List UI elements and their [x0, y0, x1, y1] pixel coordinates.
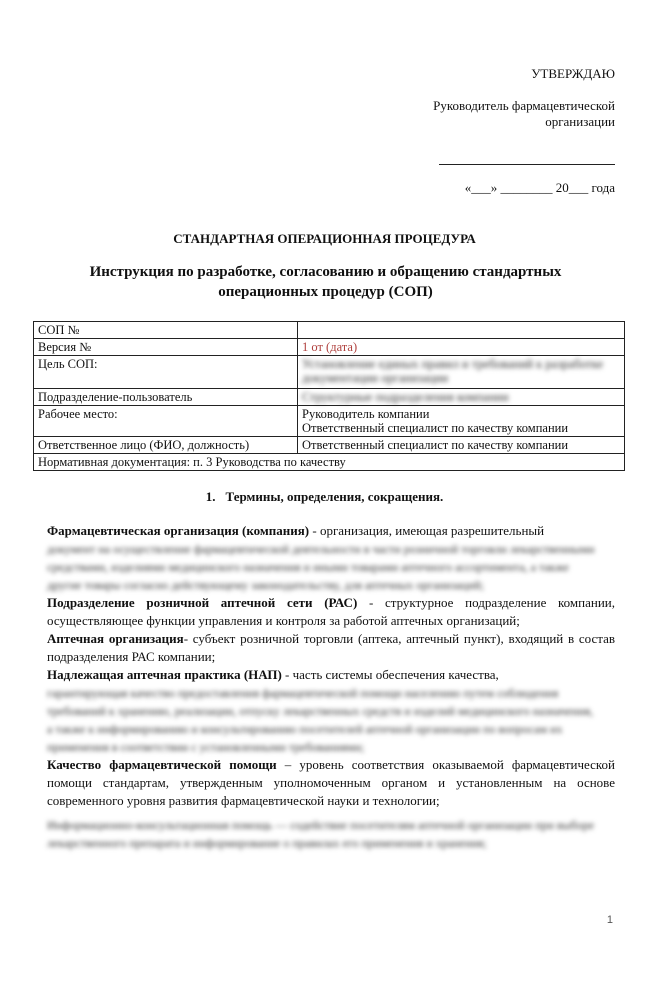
- table-row: [34, 389, 625, 406]
- goal-value: Установление единых правил и требований к разработке документации организации: [302, 357, 604, 385]
- unit-value-cell: [298, 389, 625, 406]
- blurred-line: Информационно-консультационная помощь — содействие посетителям аптечной организации при выборе: [47, 818, 595, 832]
- sop-number-label: СОП №: [34, 322, 298, 339]
- term-definition: - часть системы обеспечения качества,: [281, 667, 499, 682]
- term-name: Качество фармацевтической помощи: [47, 757, 277, 772]
- table-row: [34, 339, 625, 356]
- term-definition: - организация, имеющая разрешительный: [309, 523, 545, 538]
- approval-title: УТВЕРЖДАЮ: [531, 66, 615, 81]
- term-name: Аптечная организация: [47, 631, 184, 646]
- table-row: [34, 406, 625, 437]
- blurred-line: гарантирующая качество предоставления фармацевтической помощи населению путем соблюдения: [47, 686, 559, 700]
- responsible-label: Ответственное лицо (ФИО, должность): [34, 437, 298, 454]
- table-row: [34, 437, 625, 454]
- unit-value: Структурные подразделения компании: [302, 390, 509, 404]
- document-title: Инструкция по разработке, согласованию и обращению стандартных операционных процедур (СОП): [89, 264, 562, 300]
- version-value: 1 от (дата): [298, 339, 625, 356]
- blurred-line: другие товары согласно действующему законодательству, для аптечных организаций;: [47, 578, 484, 592]
- blurred-line: лекарственного препарата и информирование о правилах его применения и хранения;: [47, 836, 487, 850]
- approval-date-line: «___» ________ 20___ года: [464, 180, 615, 195]
- section-heading: [0, 489, 649, 505]
- normative-docs: Нормативная документация: п. 3 Руководства по качеству: [34, 454, 625, 471]
- document-type-heading: СТАНДАРТНАЯ ОПЕРАЦИОННАЯ ПРОЦЕДУРА: [173, 231, 476, 246]
- goal-value-cell: [298, 356, 625, 389]
- goal-label: Цель СОП:: [34, 356, 298, 389]
- term-entry: [47, 594, 615, 630]
- sop-number-value: [298, 322, 625, 339]
- approval-role: Руководитель фармацевтической организации: [433, 98, 615, 129]
- term-definition: – уровень соответствия оказываемой фармацевтической помощи стандартам, утвержденным уполномоченным органом и установленным на основе современного уровня развития фармацевтической науки и технологии;: [47, 757, 615, 808]
- workplace-value: [298, 406, 625, 437]
- blurred-line: требований к хранению, реализации, отпуску лекарственных средств и изделий медицинского назначения,: [47, 704, 594, 718]
- term-name: Надлежащая аптечная практика (НАП): [47, 667, 282, 682]
- signature-line: [439, 150, 615, 165]
- blurred-line: применения в соответствии с установленными требованиями;: [47, 740, 365, 754]
- terms-list: [47, 522, 615, 852]
- term-name: Подразделение розничной аптечной сети (РАС): [47, 595, 358, 610]
- term-entry: [47, 522, 615, 594]
- section-number: 1.: [205, 489, 216, 504]
- workplace-label: Рабочее место:: [34, 406, 298, 437]
- workplace-value-2: Ответственный специалист по качеству компании: [302, 421, 569, 435]
- table-row: [34, 356, 625, 389]
- term-entry: [47, 756, 615, 852]
- term-name: Фармацевтическая организация (компания): [47, 523, 310, 538]
- term-definition: - субъект розничной торговли (аптека, аптечный пункт), входящий в состав подразделения РАС компании;: [47, 631, 616, 664]
- table-row: [34, 454, 625, 471]
- workplace-value-1: Руководитель компании: [302, 407, 430, 421]
- term-entry: [47, 666, 615, 756]
- term-definition: - структурное подразделение компании, осуществляющее функции управления и контроля за работой аптечных организаций;: [47, 595, 615, 628]
- term-entry: [47, 630, 615, 666]
- blurred-line: а также к информированию и консультированию посетителей аптечной организации по вопросам их: [47, 722, 563, 736]
- sop-info-table: [33, 321, 625, 471]
- blurred-line: документ на осуществление фармацевтической деятельности в части розничной торговли лекарственными: [47, 542, 595, 556]
- responsible-value: Ответственный специалист по качеству компании: [298, 437, 625, 454]
- page-number: 1: [606, 914, 613, 926]
- unit-label: Подразделение-пользователь: [34, 389, 298, 406]
- section-title: Термины, определения, сокращения.: [225, 489, 444, 504]
- table-row: [34, 322, 625, 339]
- blurred-line: средствами, изделиями медицинского назначения и иными товарами аптечного ассортимента, а также: [47, 560, 569, 574]
- version-label: Версия №: [34, 339, 298, 356]
